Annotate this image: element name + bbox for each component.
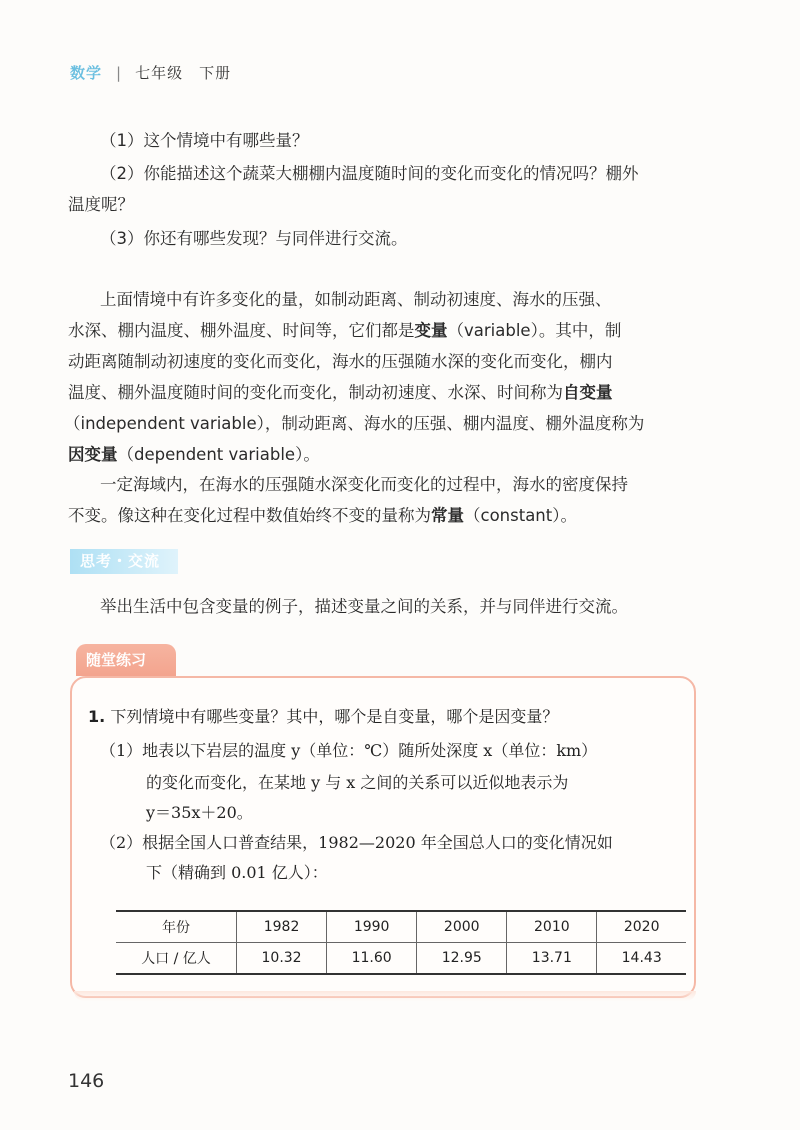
exercise-number: 1. [88, 707, 106, 726]
population-cell: 10.32 [237, 943, 327, 975]
exercise-item2-line1: （2）根据全国人口普查结果，1982—2020 年全国总人口的变化情况如 [100, 833, 613, 852]
exercise-question [88, 704, 558, 730]
exercise-item1-formula: y＝35x＋20。 [146, 803, 253, 822]
think-discuss-text: 举出生活中包含变量的例子，描述变量之间的关系，并与同伴进行交流。 [100, 597, 628, 616]
exercise-item1-line1: （1）地表以下岩层的温度 y（单位：℃）随所处深度 x（单位：km） [100, 741, 598, 760]
question-1: （1）这个情境中有哪些量？ [100, 131, 309, 150]
year-cell: 1990 [327, 911, 417, 943]
exercise-tab: 随堂练习 [76, 644, 176, 676]
population-cell: 11.60 [327, 943, 417, 975]
think-discuss-badge: 思考・交流 [70, 549, 178, 574]
exercise-box-shadow [74, 991, 696, 1001]
header-separator: | [116, 63, 122, 82]
table-row [116, 911, 686, 943]
population-cell: 14.43 [597, 943, 686, 975]
year-cell: 1982 [237, 911, 327, 943]
page-number: 146 [68, 1070, 105, 1092]
term-constant: 常量 [431, 506, 464, 525]
para1-line3: 动距离随制动初速度的变化而变化，海水的压强随水深的变化而变化，棚内 [68, 352, 613, 371]
para1-line2: 水深、棚内温度、棚外温度、时间等，它们都是变量（variable）。其中，制 [68, 321, 622, 340]
grade-label: 七年级 下册 [135, 64, 232, 82]
population-cell: 13.71 [507, 943, 597, 975]
question-2-cont: 温度呢？ [68, 195, 134, 214]
exercise-item1-line2: 的变化而变化，在某地 y 与 x 之间的关系可以近似地表示为 [146, 773, 569, 792]
para2-line2: 不变。像这种在变化过程中数值始终不变的量称为常量（constant）。 [68, 506, 577, 525]
para1-line5: （independent variable），制动距离、海水的压强、棚内温度、棚外温度称为 [64, 414, 645, 433]
year-cell: 2010 [507, 911, 597, 943]
year-cell: 2020 [597, 911, 686, 943]
row-label-year: 年份 [116, 911, 237, 943]
term-dependent: 因变量 [68, 445, 118, 464]
row-label-population: 人口 / 亿人 [141, 951, 211, 967]
population-cell: 12.95 [417, 943, 507, 975]
para2-line1: 一定海域内，在海水的压强随水深变化而变化的过程中，海水的密度保持 [100, 475, 628, 494]
term-variable: 变量 [414, 321, 448, 340]
para1-line4: 温度、棚外温度随时间的变化而变化，制动初速度、水深、时间称为自变量 [68, 383, 613, 402]
exercise-question-text: 下列情境中有哪些变量？其中，哪个是自变量，哪个是因变量？ [110, 707, 559, 726]
table-row [116, 943, 686, 975]
para1-line6: 因变量（dependent variable）。 [68, 445, 320, 464]
year-cell: 2000 [417, 911, 507, 943]
para1-line1: 上面情境中有许多变化的量，如制动距离、制动初速度、海水的压强、 [100, 290, 612, 309]
exercise-item2-line2: 下（精确到 0.01 亿人）： [146, 863, 328, 882]
term-independent: 自变量 [563, 383, 613, 402]
population-table [116, 910, 686, 975]
subject-label: 数学 [70, 64, 103, 82]
question-2: （2）你能描述这个蔬菜大棚棚内温度随时间的变化而变化的情况吗？棚外 [100, 164, 639, 183]
page-header [70, 62, 231, 83]
question-3: （3）你还有哪些发现？与同伴进行交流。 [100, 229, 408, 248]
